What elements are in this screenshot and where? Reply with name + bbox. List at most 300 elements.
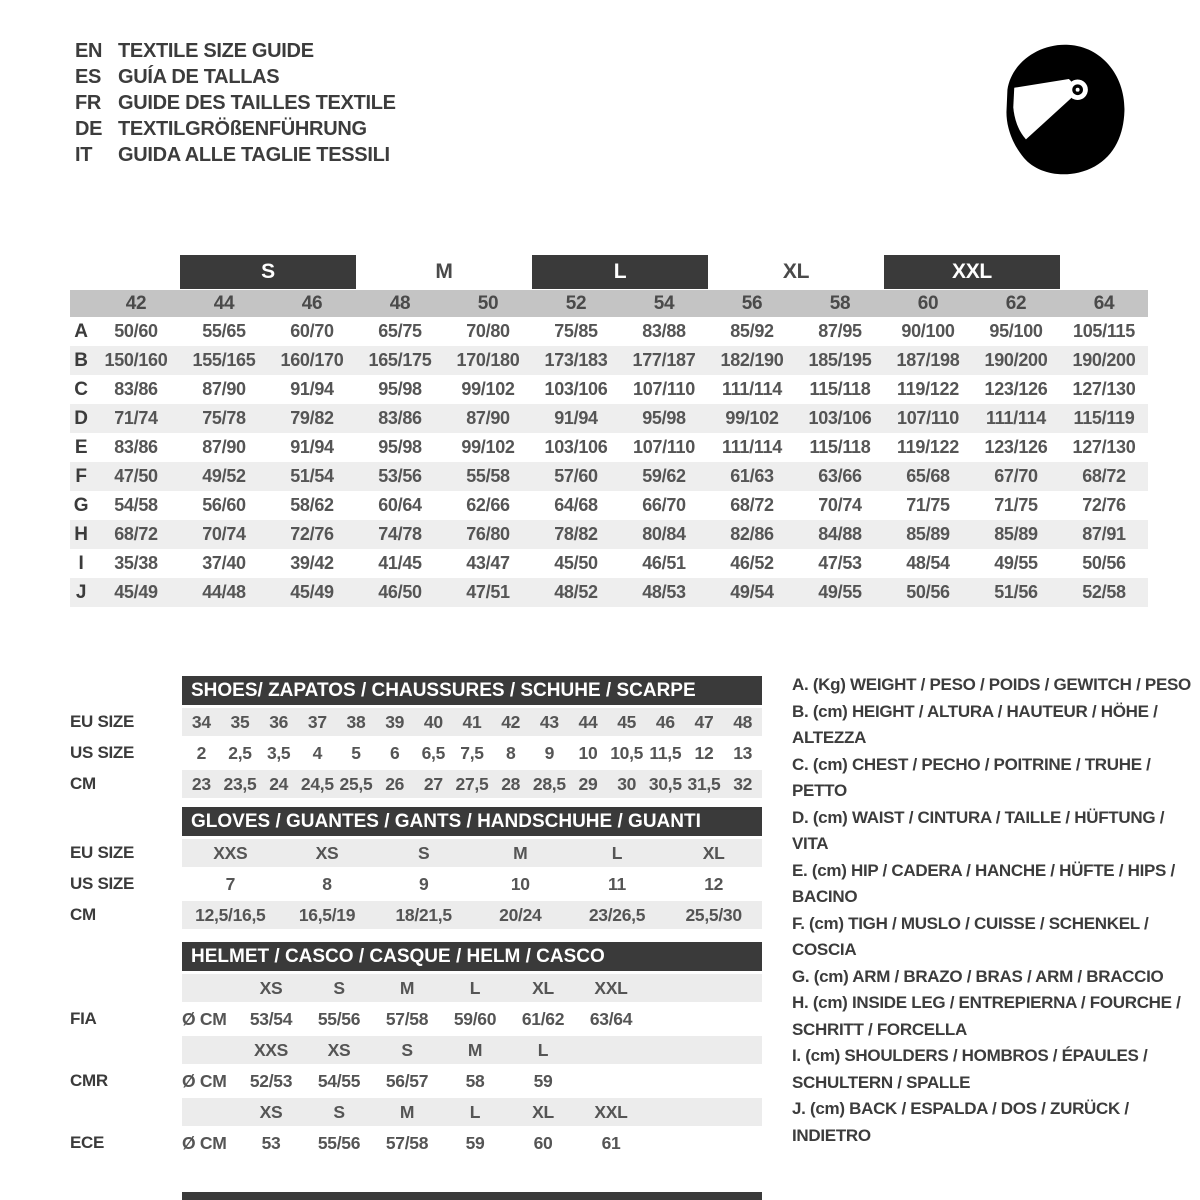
measure-cell: 87/95 [818,321,862,341]
language-label: GUIDA ALLE TAGLIE TESSILI [118,143,390,166]
lower-tables [70,676,762,1157]
size-cell: 23 [191,773,211,794]
size-cell: 7 [225,873,236,894]
measure-cell: 85/89 [906,524,950,544]
value-cell [577,1067,645,1095]
row-label [70,1098,182,1126]
measure-cell: 87/90 [202,437,246,457]
row-label: US SIZE [70,874,135,893]
helmet-size-data [182,1098,762,1126]
measure-cell: 103/106 [544,437,608,457]
measure-letter: A [74,320,88,342]
size-number-cell: 46 [301,292,323,314]
row-label: CM [70,774,96,793]
size-cell: S [417,842,430,863]
measure-letter: H [74,523,88,545]
helmet-size-row [70,1036,762,1064]
measure-cell: 123/126 [984,437,1048,457]
measure-cell: 85/92 [730,321,774,341]
legend-line: D. (cm) WAIST / CINTURA / TAILLE / HÜFTUNG / VITA [792,807,1165,853]
helmet-size-row [70,1098,762,1126]
measure-cell: 71/75 [994,495,1038,515]
legend-line: F. (cm) TIGH / MUSLO / CUISSE / SCHENKEL / COSCIA [792,913,1149,959]
language-code: ES [75,65,102,88]
size-cell: S [333,1101,345,1122]
measure-cell: 60/70 [290,321,334,341]
measure-letter: C [74,378,88,400]
size-guide-table [70,254,1148,607]
measure-cell: 65/68 [906,466,950,486]
measure-cell: 76/80 [466,524,510,544]
unit-cell: Ø CM [182,1132,227,1153]
size-cell: 18/21,5 [395,904,452,925]
size-cell: 30 [617,773,637,794]
size-cell: 41 [462,711,482,732]
size-group-label: M [435,260,453,283]
measure-cell: 50/56 [906,582,950,602]
legend-line: H. (cm) INSIDE LEG / ENTREPIERNA / FOURCHE / SCHRITT / FORCELLA [792,993,1181,1039]
filler [645,1067,762,1095]
measure-cell: 83/86 [378,408,422,428]
measure-row [70,433,1148,462]
size-cell: 16,5/19 [298,904,356,925]
measure-letter: E [74,436,88,458]
size-number-cell: 50 [477,292,499,314]
size-group-bar: XXL [884,255,1060,289]
measure-cell: 50/60 [114,321,158,341]
measure-cell: 103/106 [544,379,608,399]
legend-line: A. (Kg) WEIGHT / PESO / POIDS / GEWITCH / PESO [792,675,1191,694]
value-cell: 59 [533,1070,553,1091]
gloves-row [70,870,762,898]
unit-spacer [182,1098,237,1126]
measure-cell: 79/82 [290,408,334,428]
size-cell: XL [532,977,554,998]
row-label: US SIZE [70,743,135,762]
size-cell: 9 [418,873,429,894]
value-cell: 60 [533,1132,553,1153]
measure-cell: 68/72 [1082,466,1126,486]
measure-cell: 72/76 [290,524,334,544]
measure-cell: 95/100 [989,321,1043,341]
gloves-section [70,839,762,929]
measure-cell: 107/110 [633,437,695,457]
measure-cell: 53/56 [378,466,422,486]
size-cell: 20/24 [499,904,542,925]
filler [645,974,762,1002]
size-cell: S [333,977,345,998]
row-label: EU SIZE [70,712,135,731]
size-cell: XS [327,1039,351,1060]
measure-letter: B [74,349,88,371]
size-cell: 25,5 [339,773,373,794]
gloves-title: GLOVES / GUANTES / GANTS / HANDSCHUHE / GUANTI [182,807,762,836]
size-cell: 48 [733,711,753,732]
measure-cell: 50/56 [1082,553,1126,573]
measure-cell: 190/200 [984,350,1048,370]
value-cell: 59 [465,1132,485,1153]
measure-cell: 87/91 [1082,524,1126,544]
standard-label: CMR [70,1071,108,1090]
size-cell: 29 [578,773,598,794]
helmet-value-row [70,1005,762,1033]
measure-cell: 57/60 [554,466,598,486]
size-cell: 3,5 [266,742,291,763]
size-number-cell: 44 [213,292,235,314]
measure-cell: 119/122 [897,379,959,399]
measure-cell: 45/49 [114,582,158,602]
measure-cell: 127/130 [1072,379,1136,399]
size-cell: 30,5 [648,773,682,794]
size-cell: 39 [385,711,405,732]
gloves-data [182,901,762,929]
measure-cell: 62/66 [466,495,510,515]
size-cell: 37 [307,711,327,732]
measure-cell: 182/190 [720,350,784,370]
measure-cell: 123/126 [984,379,1048,399]
shoes-data [182,739,762,767]
measure-cell: 103/106 [808,408,872,428]
size-cell: 2,5 [228,742,252,763]
size-cell: 23/26,5 [588,904,646,925]
size-cell: L [469,977,481,998]
standard-label: ECE [70,1133,105,1152]
measure-cell: 95/98 [378,437,422,457]
size-cell: 40 [423,711,443,732]
measure-cell: 170/180 [456,350,520,370]
measure-cell: 35/38 [114,553,158,573]
value-cell: 56/57 [385,1070,429,1091]
measure-cell: 39/42 [290,553,334,573]
size-cell: 12 [704,873,724,894]
measure-cell: 47/50 [114,466,158,486]
measure-cell: 58/62 [290,495,334,515]
shoes-row [70,770,762,798]
measure-cell: 70/80 [466,321,510,341]
size-cell: M [467,1039,483,1060]
measure-cell: 173/183 [544,350,608,370]
language-code: IT [75,143,93,166]
language-code: DE [75,117,103,140]
size-cell: 27,5 [455,773,489,794]
unit-spacer [182,1036,237,1064]
value-cell: 61/62 [521,1008,565,1029]
measure-cell: 91/94 [290,379,334,399]
measure-cell: 47/53 [818,553,862,573]
measure-cell: 115/119 [1073,408,1135,428]
size-cell: 11 [608,873,626,894]
measure-cell: 78/82 [554,524,598,544]
helmet-value-data [182,1005,762,1033]
value-cell: 61 [601,1132,621,1153]
size-cell [577,1036,645,1064]
measure-cell: 177/187 [632,350,696,370]
measure-cell: 99/102 [461,379,515,399]
language-row [75,116,396,142]
language-row [75,90,396,116]
shoes-row [70,708,762,736]
measure-cell: 46/51 [642,553,686,573]
measure-cell: 48/52 [554,582,598,602]
size-number-cell: 54 [653,292,675,314]
size-cell: 10 [510,873,530,894]
measure-cell: 95/98 [642,408,686,428]
size-cell: M [513,842,528,863]
unit-cell: Ø CM [182,1008,227,1029]
measure-row [70,578,1148,607]
measure-cell: 75/85 [554,321,598,341]
size-cell: XXS [213,842,248,863]
unit-spacer [182,974,237,1002]
size-cell: 13 [733,742,753,763]
size-group-row [70,254,1148,290]
measure-cell: 45/50 [554,553,598,573]
helmet-value-row [70,1067,762,1095]
measure-cell: 99/102 [725,408,779,428]
legend-line: J. (cm) BACK / ESPALDA / DOS / ZURÜCK / INDIETRO [792,1099,1129,1145]
value-cell: 53/54 [249,1008,293,1029]
size-cell: 46 [655,711,675,732]
measure-cell: 160/170 [280,350,344,370]
size-cell: L [537,1039,549,1060]
measure-cell: 60/64 [378,495,422,515]
measure-cell: 95/98 [378,379,422,399]
measure-cell: 83/86 [114,379,158,399]
size-cell: 45 [617,711,637,732]
measure-cell: 90/100 [901,321,955,341]
size-cell: S [401,1039,413,1060]
shoes-section [70,708,762,798]
measure-cell: 87/90 [466,408,510,428]
measure-cell: 64/68 [554,495,598,515]
size-number-row [70,290,1148,317]
language-code: FR [75,91,102,114]
measure-cell: 68/72 [730,495,774,515]
measure-row [70,491,1148,520]
size-cell: L [469,1101,481,1122]
row-label [70,1036,182,1064]
measure-cell: 87/90 [202,379,246,399]
language-list [75,38,396,168]
size-cell: 34 [191,711,211,732]
measure-cell: 49/52 [202,466,246,486]
size-cell: XL [702,842,725,863]
language-code: EN [75,39,103,62]
size-number-cell: 52 [565,292,587,314]
size-cell: 23,5 [223,773,257,794]
size-cell: M [399,977,415,998]
size-cell: 31,5 [687,773,721,794]
size-cell: XS [259,1101,283,1122]
measure-cell: 68/72 [114,524,158,544]
measure-cell: 115/118 [809,379,871,399]
value-cell: 59/60 [453,1008,497,1029]
measure-letter: F [75,465,87,487]
legend-line: B. (cm) HEIGHT / ALTURA / HAUTEUR / HÖHE / ALTEZZA [792,701,1158,747]
size-cell: L [611,842,623,863]
helmet-size-data [182,974,762,1002]
measure-cell: 37/40 [202,553,246,573]
unit-cell: Ø CM [182,1070,227,1091]
helmet-size-data [182,1036,762,1064]
measure-letter: I [78,552,84,574]
size-cell: XXL [594,977,628,998]
value-cell: 55/56 [317,1008,361,1029]
size-cell: 7,5 [460,742,484,763]
measure-cell: 70/74 [202,524,246,544]
measure-cell: 55/65 [202,321,246,341]
measure-cell: 185/195 [808,350,872,370]
measure-cell: 56/60 [202,495,246,515]
measure-cell: 67/70 [994,466,1038,486]
size-cell: XXS [253,1039,289,1060]
measure-letter: D [74,407,88,429]
measure-cell: 54/58 [114,495,158,515]
size-cell: 27 [423,773,443,794]
helmet-value-row [70,1129,762,1157]
measure-cell: 71/75 [906,495,950,515]
value-cell: 54/55 [317,1070,361,1091]
gloves-row [70,901,762,929]
size-cell: 26 [385,773,405,794]
measure-cell: 51/54 [290,466,334,486]
measure-row [70,462,1148,491]
size-cell: 8 [322,873,332,894]
size-cell: 12 [694,742,714,763]
language-label: TEXTILE SIZE GUIDE [118,39,314,62]
measure-cell: 82/86 [730,524,774,544]
measure-row [70,317,1148,346]
measure-cell: 107/110 [633,379,695,399]
size-number-cell: 58 [829,292,851,314]
measure-cell: 46/50 [378,582,422,602]
measure-cell: 49/55 [994,553,1038,573]
size-cell: XXL [594,1101,628,1122]
helmet-value-data [182,1067,762,1095]
language-row [75,64,396,90]
size-cell: 6 [389,742,400,763]
language-row [75,38,396,64]
size-cell: 10,5 [610,742,644,763]
measure-cell: 48/54 [906,553,950,573]
legend-line: G. (cm) ARM / BRAZO / BRAS / ARM / BRACCIO [792,966,1164,986]
shoes-data [182,770,762,798]
size-cell: 47 [694,711,714,732]
size-cell: 12,5/16,5 [195,904,266,925]
size-cell: M [399,1101,415,1122]
measure-cell: 85/89 [994,524,1038,544]
size-cell: 38 [346,711,366,732]
measure-cell: 105/115 [1073,321,1135,341]
size-cell: 6,5 [421,742,446,763]
size-cell: XS [259,977,283,998]
helmet-value-data [182,1129,762,1157]
size-cell: 32 [733,773,753,794]
measure-row [70,404,1148,433]
gloves-data [182,839,762,867]
size-number-cell: 60 [917,292,939,314]
size-cell: 44 [578,711,598,732]
measurement-legend [792,672,1194,1149]
language-label: GUÍA DE TALLAS [118,65,280,88]
size-cell: 24,5 [300,773,334,794]
measure-cell: 99/102 [461,437,515,457]
row-label: EU SIZE [70,843,135,862]
shoes-title: SHOES/ ZAPATOS / CHAUSSURES / SCHUHE / SCARPE [182,676,762,705]
size-number-cell: 42 [125,292,147,314]
measure-cell: 165/175 [368,350,432,370]
language-label: GUIDE DES TAILLES TEXTILE [118,91,396,114]
standard-label: FIA [70,1009,97,1028]
measure-cell: 190/200 [1072,350,1136,370]
measure-cell: 70/74 [818,495,862,515]
size-cell: 11,5 [649,742,682,763]
size-cell: 24 [269,773,289,794]
measure-letter: J [75,581,87,603]
racing-helmet-icon [985,36,1141,198]
size-cell: 2 [196,742,207,763]
row-label: CM [70,905,96,924]
measure-cell: 49/55 [818,582,862,602]
size-cell: 28 [501,773,521,794]
size-number-cell: 56 [741,292,763,314]
measure-cell: 107/110 [897,408,959,428]
legend-line: I. (cm) SHOULDERS / HOMBROS / ÉPAULES / SCHULTERN / SPALLE [792,1046,1148,1092]
size-cell: 8 [505,742,516,763]
measure-cell: 48/53 [642,582,686,602]
measure-cell: 66/70 [642,495,686,515]
measure-cell: 49/54 [730,582,774,602]
measure-cell: 91/94 [554,408,598,428]
size-number-cell: 64 [1093,292,1115,314]
measure-row [70,549,1148,578]
size-cell: XL [532,1101,554,1122]
size-cell: 9 [544,742,555,763]
helmet-title: HELMET / CASCO / CASQUE / HELM / CASCO [182,942,762,971]
measure-cell: 51/56 [994,582,1038,602]
size-cell: 35 [230,711,250,732]
value-cell: 52/53 [249,1070,293,1091]
measure-cell: 111/114 [722,437,782,457]
size-group-bar: L [532,255,708,289]
value-cell: 58 [465,1070,485,1091]
legend-line: E. (cm) HIP / CADERA / HANCHE / HÜFTE / HIPS / BACINO [792,860,1175,906]
filler [645,1036,762,1064]
size-cell: 10 [578,742,598,763]
measure-cell: 119/122 [897,437,959,457]
measure-cell: 45/49 [290,582,334,602]
size-group-bar: S [180,255,356,289]
measure-cell: 111/114 [722,379,782,399]
measure-cell: 111/114 [986,408,1046,428]
measure-cell: 83/86 [114,437,158,457]
measure-cell: 74/78 [378,524,422,544]
measure-cell: 72/76 [1082,495,1126,515]
value-cell: 53 [261,1132,281,1153]
measure-cell: 65/75 [378,321,422,341]
row-label [70,974,182,1002]
filler [645,1129,762,1157]
measure-cell: 187/198 [896,350,960,370]
measure-cell: 61/63 [730,466,774,486]
gloves-data [182,870,762,898]
value-cell: 63/64 [589,1008,633,1029]
gloves-row [70,839,762,867]
value-cell: 57/58 [385,1132,429,1153]
measure-cell: 91/94 [290,437,334,457]
measure-row [70,520,1148,549]
filler [645,1005,762,1033]
